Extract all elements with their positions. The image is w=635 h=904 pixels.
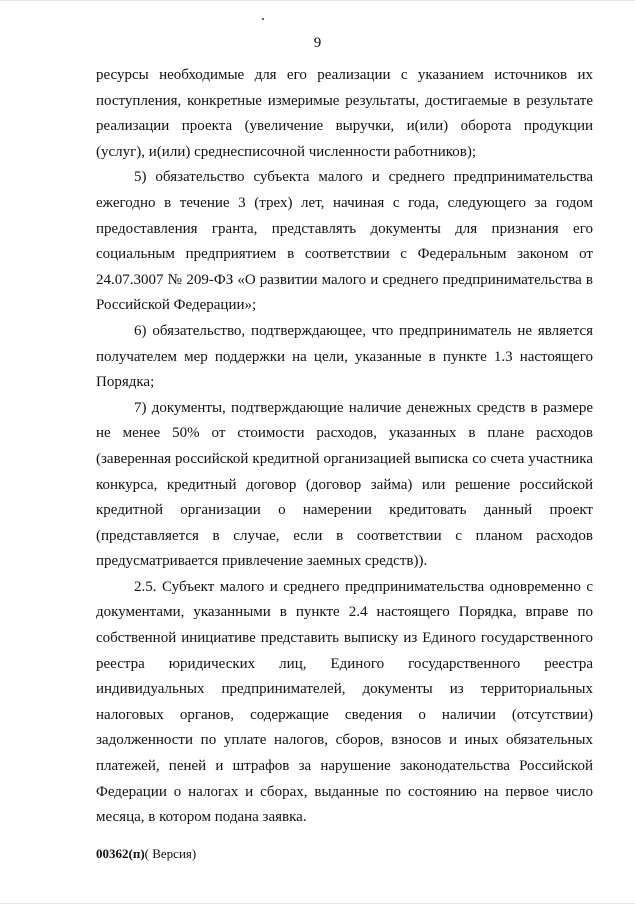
paragraph-item-7: 7) документы, подтверждающие наличие денежных средств в размере не менее 50% от стоимости расходов, указанных в плане расходов (заверенная российской кредитной организацией выписка со счета участника конкурса, кредитный договор (договор займа) или решение российской кредитной организации о намерении кредитовать данный проект (представляется в случае, если в соответствии с планом расходов предусматривается привлечение заемных средств)). (96, 399, 593, 570)
page-edge-top (0, 0, 635, 1)
document-footer (96, 846, 196, 862)
document-body (96, 63, 593, 831)
paragraph-item-6: 6) обязательство, подтверждающее, что предприниматель не является получателем мер поддержки на цели, указанные в пункте 1.3 настоящего Порядка; (96, 322, 593, 391)
page-number: 9 (313, 35, 322, 51)
document-version-label: ( Версия) (144, 846, 197, 861)
paragraph-section-2-5: 2.5. Субъект малого и среднего предпринимательства одновременно с документами, указанными в пункте 2.4 настоящего Порядка, вправе по собственной инициативе представить выписку из Единого государственного реестра юридических лиц, Единого государственного реестра индивидуальных предпринимателей, документы из территориальных налоговых органов, содержащие сведения о наличии (отсутствии) задолженности по уплате налогов, сборов, взносов и иных обязательных платежей, пеней и штрафов за нарушение законодательства Российской Федерации о налогах и сборах, выданные по состоянию на первое число месяца, в котором подана заявка. (96, 578, 593, 826)
document-code: 00362(п) (96, 846, 145, 861)
paragraph-item-5: 5) обязательство субъекта малого и среднего предпринимательства ежегодно в течение 3 (трех) лет, начиная с года, следующего за годом предоставления гранта, представлять документы для признания его социальным предприятием в соответствии с Федеральным законом от 24.07.3007 № 209-ФЗ «О развитии малого и среднего предпринимательства в Российской Федерации»; (96, 169, 593, 314)
paragraph-continuation: ресурсы необходимые для его реализации с указанием источников их поступления, конкретные измеримые результаты, достигаемые в результате реализации проекта (увеличение выручки, и(или) оборота продукции (услуг), и(или) среднесписочной численности работников); (96, 67, 593, 160)
scan-dot (262, 18, 264, 20)
